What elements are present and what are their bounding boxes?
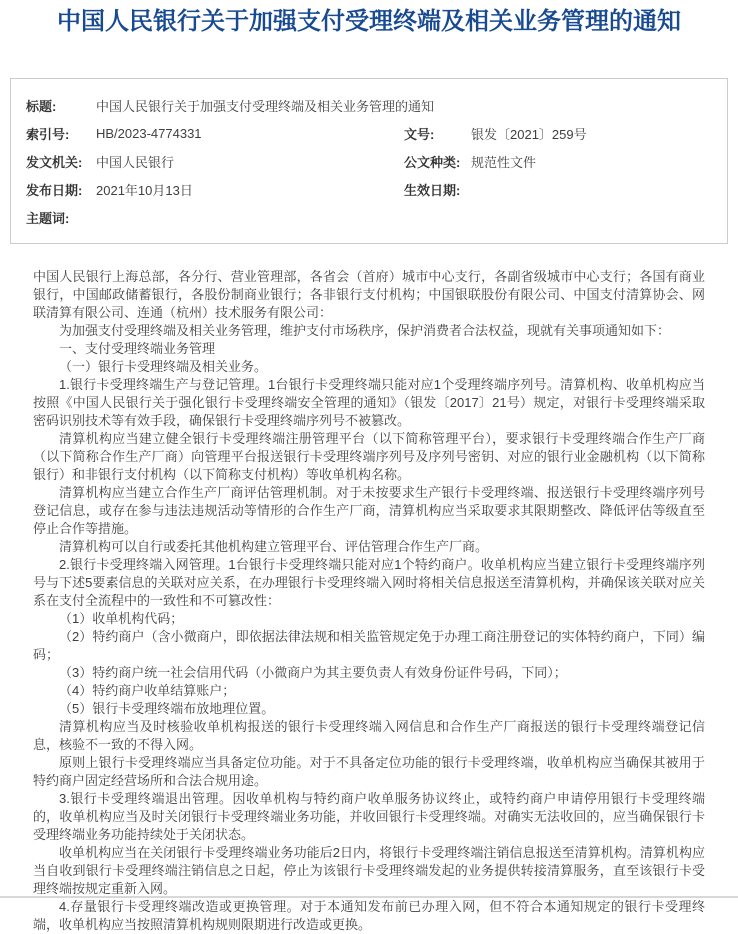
meta-cell-publish-date bbox=[26, 180, 404, 199]
paragraph-item-2-sub-2: 原则上银行卡受理终端应当具备定位功能。对于不具备定位功能的银行卡受理终端，收单机构应当确保其被用于特约商户固定经营场所和合法合规用途。 bbox=[33, 755, 705, 788]
paragraph-item-1-sub-3: 清算机构可以自行或委托其他机构建立管理平台、评估管理合作生产厂商。 bbox=[59, 539, 489, 554]
meta-value-issuing-org: 中国人民银行 bbox=[96, 154, 175, 170]
list-item-2: （2）特约商户（含小微商户，即依据法律法规和相关监管规定免于办理工商注册登记的实体特约商户，下同）编码； bbox=[33, 629, 705, 662]
paragraph-item-1-sub-2: 清算机构应当建立合作生产厂商评估管理机制。对于未按要求生产银行卡受理终端、报送银行卡受理终端序列号登记信息，或存在参与违法违规活动等情形的合作生产厂商，清算机构应当采取要求其限期整改、降低评估等级直至停止合作等措施。 bbox=[33, 485, 705, 536]
section-heading-1: 一、支付受理终端业务管理 bbox=[59, 341, 216, 356]
meta-label-effective-date: 生效日期: bbox=[404, 182, 461, 198]
meta-label-title: 标题: bbox=[26, 98, 57, 114]
meta-label-publish-date: 发布日期: bbox=[26, 182, 83, 198]
list-item-5: （5）银行卡受理终端布放地理位置。 bbox=[59, 701, 275, 716]
meta-label-subject: 主题词: bbox=[26, 210, 70, 226]
meta-label-index-number: 索引号: bbox=[26, 126, 70, 142]
paragraph-intro: 为加强支付受理终端及相关业务管理，维护支付市场秩序，保护消费者合法权益，现就有关事项通知如下： bbox=[59, 323, 671, 338]
meta-cell-subject bbox=[26, 208, 96, 227]
meta-cell-effective-date bbox=[404, 180, 727, 199]
paragraph-item-2: 2.银行卡受理终端入网管理。1台银行卡受理终端只能对应1个特约商户。收单机构应当建立银行卡受理终端序列号与下述5要素信息的关联对应关系，在办理银行卡受理终端入网时将相关信息报送至清算机构，并确保该关联对应关系在支付全流程中的一致性和不可篡改性： bbox=[33, 557, 705, 608]
document-body bbox=[33, 268, 705, 934]
paragraph-addressees: 中国人民银行上海总部，各分行、营业管理部，各省会（首府）城市中心支行，各副省级城市中心支行；各国有商业银行，中国邮政储蓄银行，各股份制商业银行；各非银行支付机构；中国银联股份有限公司、中国支付清算协会、网联清算有限公司、连通（杭州）技术服务有限公司： bbox=[33, 269, 705, 320]
paragraph-item-1: 1.银行卡受理终端生产与登记管理。1台银行卡受理终端只能对应1个受理终端序列号。清算机构、收单机构应当按照《中国人民银行关于强化银行卡受理终端安全管理的通知》（银发〔2017〕21号）规定，对银行卡受理终端采取密码识别技术等有效手段，确保银行卡受理终端序列号不被篡改。 bbox=[33, 377, 705, 428]
paragraph-item-3-sub-1: 收单机构应当在关闭银行卡受理终端业务功能后2日内，将银行卡受理终端注销信息报送至清算机构。清算机构应当自收到银行卡受理终端注销信息之日起，停止为该银行卡受理终端发起的业务提供转接清算服务，直至该银行卡受理终端按规定重新入网。 bbox=[33, 845, 705, 896]
list-item-4: （4）特约商户收单结算账户； bbox=[59, 683, 236, 698]
meta-value-doc-number: 银发〔2021〕259号 bbox=[471, 126, 587, 142]
paragraph-item-3: 3.银行卡受理终端退出管理。因收单机构与特约商户收单服务协议终止，或特约商户申请停用银行卡受理终端的，收单机构应当及时关闭银行卡受理终端业务功能，并收回银行卡受理终端。对确实无法收回的，应当确保银行卡受理终端业务功能持续处于关闭状态。 bbox=[33, 791, 705, 842]
meta-row-title bbox=[26, 91, 727, 119]
meta-row-org-type bbox=[26, 147, 727, 175]
meta-cell-index-number bbox=[26, 124, 404, 143]
paragraph-item-4: 4.存量银行卡受理终端改造或更换管理。对于本通知发布前已办理入网，但不符合本通知规定的银行卡受理终端，收单机构应当按照清算机构规则限期进行改造或更换。 bbox=[33, 899, 705, 932]
meta-row-subject bbox=[26, 203, 727, 231]
meta-cell-issuing-org bbox=[26, 152, 404, 171]
paragraph-item-1-sub-1: 清算机构应当建立健全银行卡受理终端注册管理平台（以下简称管理平台），要求银行卡受理终端合作生产厂商（以下简称合作生产厂商）向管理平台报送银行卡受理终端序列号及序列号密钥、对应的银行业金融机构（以下简称银行）和非银行支付机构（以下简称支付机构）等收单机构名称。 bbox=[33, 431, 705, 482]
paragraph-item-2-sub-1: 清算机构应当及时核验收单机构报送的银行卡受理终端入网信息和合作生产厂商报送的银行卡受理终端登记信息，核验不一致的不得入网。 bbox=[33, 719, 705, 752]
list-item-3: （3）特约商户统一社会信用代码（小微商户为其主要负责人有效身份证件号码，下同）； bbox=[59, 665, 567, 680]
meta-label-issuing-org: 发文机关: bbox=[26, 154, 83, 170]
page-title: 中国人民银行关于加强支付受理终端及相关业务管理的通知 bbox=[57, 8, 681, 35]
meta-cell-title bbox=[26, 96, 434, 115]
meta-value-doc-type: 规范性文件 bbox=[471, 154, 537, 170]
meta-row-index-docnumber bbox=[26, 119, 727, 147]
list-item-1: （1）收单机构代码； bbox=[59, 611, 184, 626]
meta-cell-doc-type bbox=[404, 152, 727, 171]
meta-label-doc-type: 公文种类: bbox=[404, 154, 461, 170]
subsection-heading-1-1: （一）银行卡受理终端及相关业务。 bbox=[59, 359, 268, 374]
meta-value-index-number: HB/2023-4774331 bbox=[96, 125, 202, 141]
bottom-divider bbox=[0, 896, 738, 898]
document-meta-table bbox=[10, 78, 728, 244]
meta-row-dates bbox=[26, 175, 727, 203]
meta-value-title: 中国人民银行关于加强支付受理终端及相关业务管理的通知 bbox=[96, 98, 435, 114]
meta-label-doc-number: 文号: bbox=[404, 126, 435, 142]
meta-cell-doc-number bbox=[404, 124, 727, 143]
meta-value-publish-date: 2021年10月13日 bbox=[96, 182, 193, 198]
